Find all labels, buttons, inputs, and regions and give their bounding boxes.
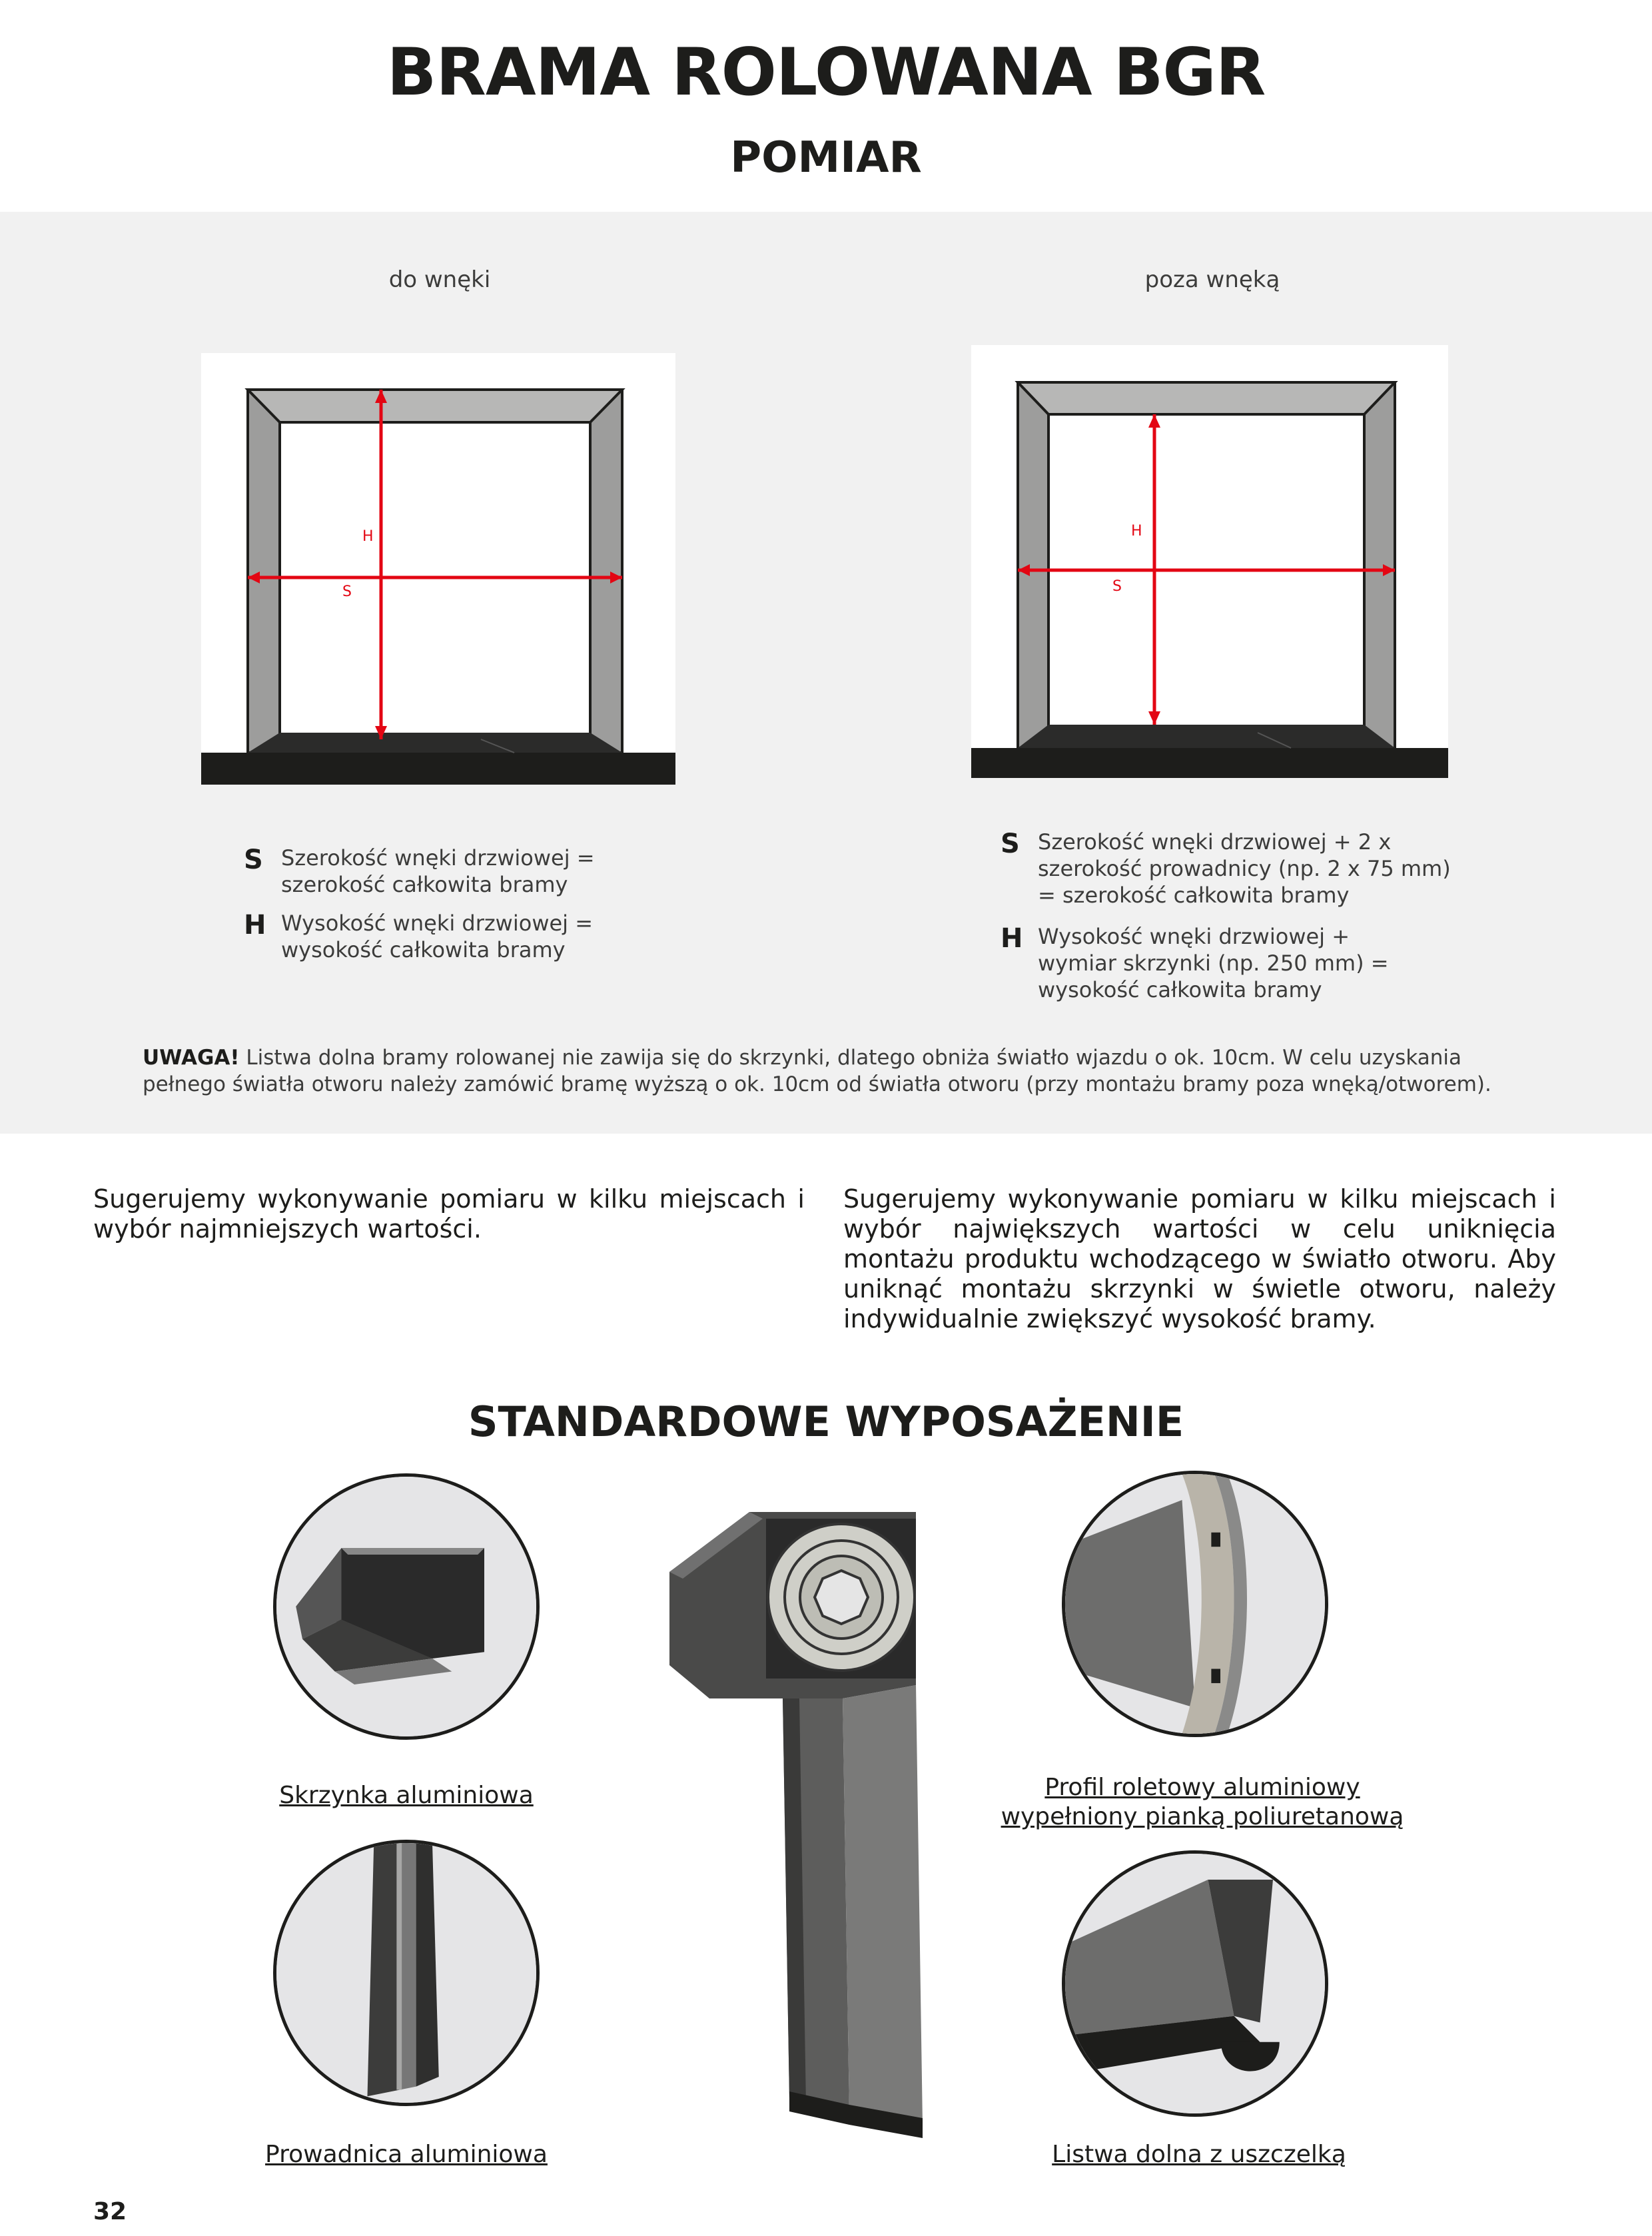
h-marker: H (362, 528, 374, 545)
legend-text-h: Wysokość wnęki drzwiowej = wysokość całkowita bramy (281, 911, 594, 962)
legend-letter-s: S (1001, 829, 1020, 859)
bottom-bar-image (1062, 1850, 1328, 2117)
roller-gate-image (669, 1499, 923, 2151)
roller-profile-image (1062, 1471, 1328, 1737)
page-title: BRAMA ROLOWANA BGR (386, 35, 1266, 111)
right-diagram-label: poza wnęką (1144, 266, 1280, 293)
diagram-inside-opening (201, 353, 675, 785)
page-number: 32 (93, 2198, 127, 2225)
legend-letter-h: H (1001, 923, 1023, 954)
legend-text-h: Wysokość wnęki drzwiowej + wymiar skrzynki (np. 250 mm) = wysokość całkowita bramy (1038, 924, 1389, 1002)
legend-letter-s: S (244, 845, 263, 875)
legend-text-s: Szerokość wnęki drzwiowej = szerokość całkowita bramy (281, 845, 595, 897)
aluminium-box-image (273, 1473, 540, 1740)
s-marker: S (1112, 578, 1122, 595)
legend-text-s: Szerokość wnęki drzwiowej + 2 x szerokość prowadnicy (np. 2 x 75 mm) = szerokość całkowita bramy (1038, 829, 1451, 908)
caption-bottom-bar: Listwa dolna z uszczelką (1052, 2141, 1346, 2168)
aluminium-guide-image (273, 1840, 540, 2106)
measurement-note (143, 1044, 1515, 1098)
s-marker: S (342, 583, 352, 600)
advice-left: Sugerujemy wykonywanie pomiaru w kilku miejscach i wybór najmniejszych wartości. (93, 1184, 805, 1244)
equipment-title: STANDARDOWE WYPOSAŻENIE (468, 1397, 1184, 1446)
diagram-outside-opening (971, 345, 1448, 778)
caption-roller-profile: Profil roletowy aluminiowy wypełniony pianką poliuretanową (1001, 1774, 1404, 1830)
advice-right: Sugerujemy wykonywanie pomiaru w kilku miejscach i wybór największych wartości w celu uniknięcia montażu produktu wchodzącego w światło otworu. Aby uniknąć montażu skrzynki w świetle otworu, należy indywidualnie zwiększyć wysokość bramy. (843, 1184, 1556, 1333)
left-diagram-label: do wnęki (388, 266, 491, 293)
caption-aluminium-box: Skrzynka aluminiowa (279, 1782, 534, 1809)
note-text: Listwa dolna bramy rolowanej nie zawija się do skrzynki, dlatego obniża światło wjazdu o ok. 10cm. W celu uzyskania pełnego światła otworu należy zamówić bramę wyższą o ok. 10cm od światła otworu (przy montażu bramy poza wnęką/otworem). (143, 1046, 1491, 1096)
h-marker: H (1131, 523, 1142, 540)
legend-letter-h: H (244, 910, 266, 940)
caption-aluminium-guide: Prowadnica aluminiowa (265, 2141, 548, 2168)
note-label: UWAGA! (143, 1046, 240, 1070)
page-subtitle: POMIAR (730, 133, 922, 183)
